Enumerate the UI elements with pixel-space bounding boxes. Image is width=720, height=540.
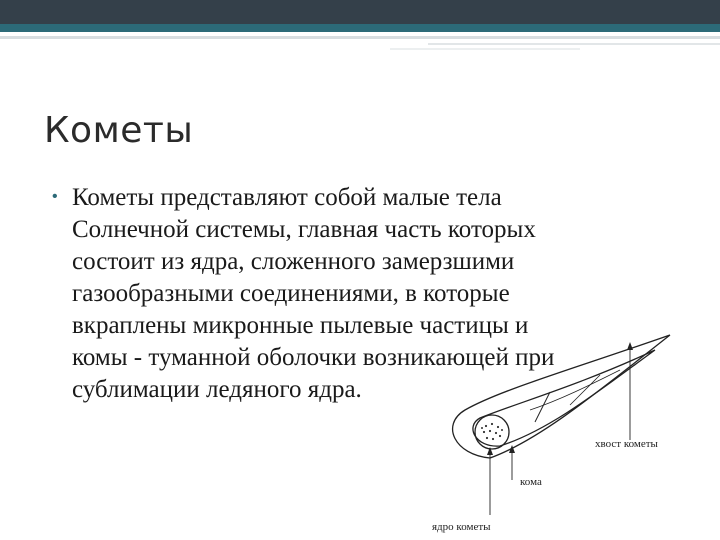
bullet-icon: •: [52, 188, 58, 205]
nucleus-label: ядро кометы: [432, 521, 491, 533]
header-bar: [0, 0, 720, 24]
decor-line: [428, 43, 720, 45]
bullet-text: Кометы представляют собой малые тела Солнечной системы, главная часть которых состоит из ядра, сложенного замерзшими газообразными соединениями, в которые вкраплены микронные пылевые частицы и комы - туманной оболочки возникающей при сублимации ледяного ядра.: [72, 184, 555, 403]
decor-line: [0, 36, 720, 39]
tail-label: хвост кометы: [595, 438, 658, 450]
accent-strip: [0, 24, 720, 32]
comet-coma: [475, 415, 509, 449]
comet-coma-outline: [473, 350, 655, 446]
comet-nucleus: [481, 423, 503, 440]
coma-label: кома: [520, 476, 542, 488]
decor-line: [390, 48, 580, 50]
slide-title: Кометы: [44, 110, 194, 151]
comet-diagram: [420, 330, 710, 540]
